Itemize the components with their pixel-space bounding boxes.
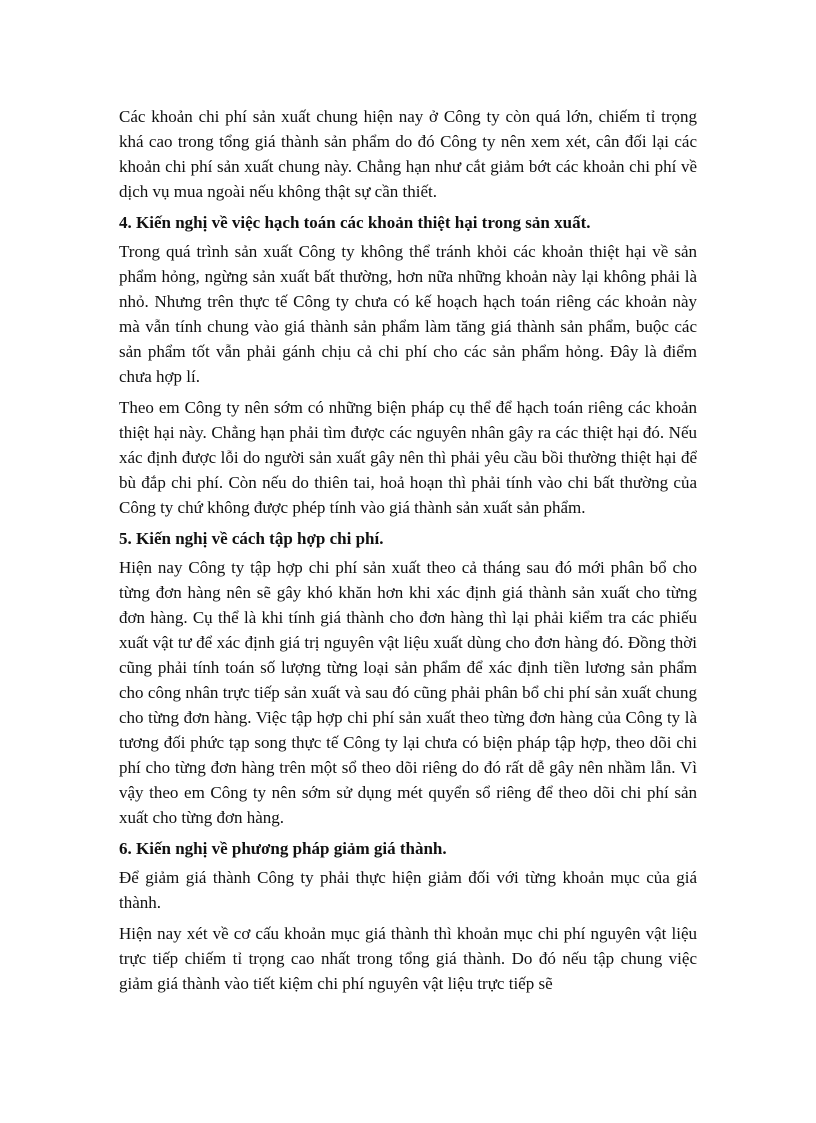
paragraph-reduce-cost: Để giảm giá thành Công ty phải thực hiện giảm đối với từng khoản mục của giá thành.: [119, 868, 697, 912]
paragraph-cost-aggregation: Hiện nay Công ty tập hợp chi phí sản xuất theo cả tháng sau đó mới phân bổ cho từng đơn hàng nên sẽ gây khó khăn hơn khi xác định giá thành sản xuất cho từng đơn hàng. Cụ thể là khi tính giá thành cho đơn hàng thì lại phải kiểm tra các phiếu xuất vật tư để xác định giá trị nguyên vật liệu xuất dùng cho đơn hàng đó. Đồng thời cũng phải tính toán số lượng từng loại sản phẩm để xác định tiền lương sản phẩm cho công nhân trực tiếp sản xuất và sau đó cũng phải phân bổ chi phí sản xuất chung cho từng đơn hàng. Việc tập hợp chi phí sản xuất theo từng đơn hàng của Công ty là tương đối phức tạp song thực tế Công ty lại chưa có biện pháp tập hợp, theo dõi chi phí cho từng đơn hàng trên một sổ theo dõi riêng do đó rất dễ gây nên nhầm lẫn. Vì vậy theo em Công ty nên sớm sử dụng mét quyển sổ riêng để theo dõi chi phí sản xuất cho từng đơn hàng.: [119, 558, 697, 827]
document-page: [119, 104, 697, 1002]
heading-section-6: 6. Kiến nghị về phương pháp giảm giá thành.: [119, 839, 447, 858]
paragraph-cost-structure: Hiện nay xét về cơ cấu khoản mục giá thành thì khoản mục chi phí nguyên vật liệu trực tiếp chiếm tỉ trọng cao nhất trong tổng giá thành. Do đó nếu tập chung việc giảm giá thành vào tiết kiệm chi phí nguyên vật liệu trực tiếp sẽ: [119, 924, 697, 993]
paragraph-separate-accounting: Theo em Công ty nên sớm có những biện pháp cụ thể để hạch toán riêng các khoản thiệt hại này. Chẳng hạn phải tìm được các nguyên nhân gây ra các thiệt hại đó. Nếu xác định được lỗi do người sản xuất gây nên thì phải yêu cầu bồi thường thiệt hại để bù đắp chi phí. Còn nếu do thiên tai, hoả hoạn thì phải tính vào chi bất thường của Công ty chứ không được phép tính vào giá thành sản xuất sản phẩm.: [119, 398, 697, 517]
paragraph-overhead-costs: Các khoản chi phí sản xuất chung hiện nay ở Công ty còn quá lớn, chiếm tỉ trọng khá cao trong tổng giá thành sản phẩm do đó Công ty nên xem xét, cân đối lại các khoản chi phí sản xuất chung này. Chẳng hạn như cắt giảm bớt các khoản chi phí về dịch vụ mua ngoài nếu không thật sự cần thiết.: [119, 107, 697, 201]
heading-section-4: 4. Kiến nghị về việc hạch toán các khoản thiệt hại trong sản xuất.: [119, 213, 591, 232]
heading-section-5: 5. Kiến nghị về cách tập hợp chi phí.: [119, 529, 384, 548]
paragraph-production-losses: Trong quá trình sản xuất Công ty không thể tránh khỏi các khoản thiệt hại về sản phẩm hỏng, ngừng sản xuất bất thường, hơn nữa những khoản này lại không phải là nhỏ. Nhưng trên thực tế Công ty chưa có kế hoạch hạch toán riêng các khoản này mà vẫn tính chung vào giá thành sản phẩm làm tăng giá thành sản phẩm, buộc các sản phẩm tốt vẫn phải gánh chịu cả chi phí cho các sản phẩm hỏng. Đây là điểm chưa hợp lí.: [119, 242, 697, 386]
